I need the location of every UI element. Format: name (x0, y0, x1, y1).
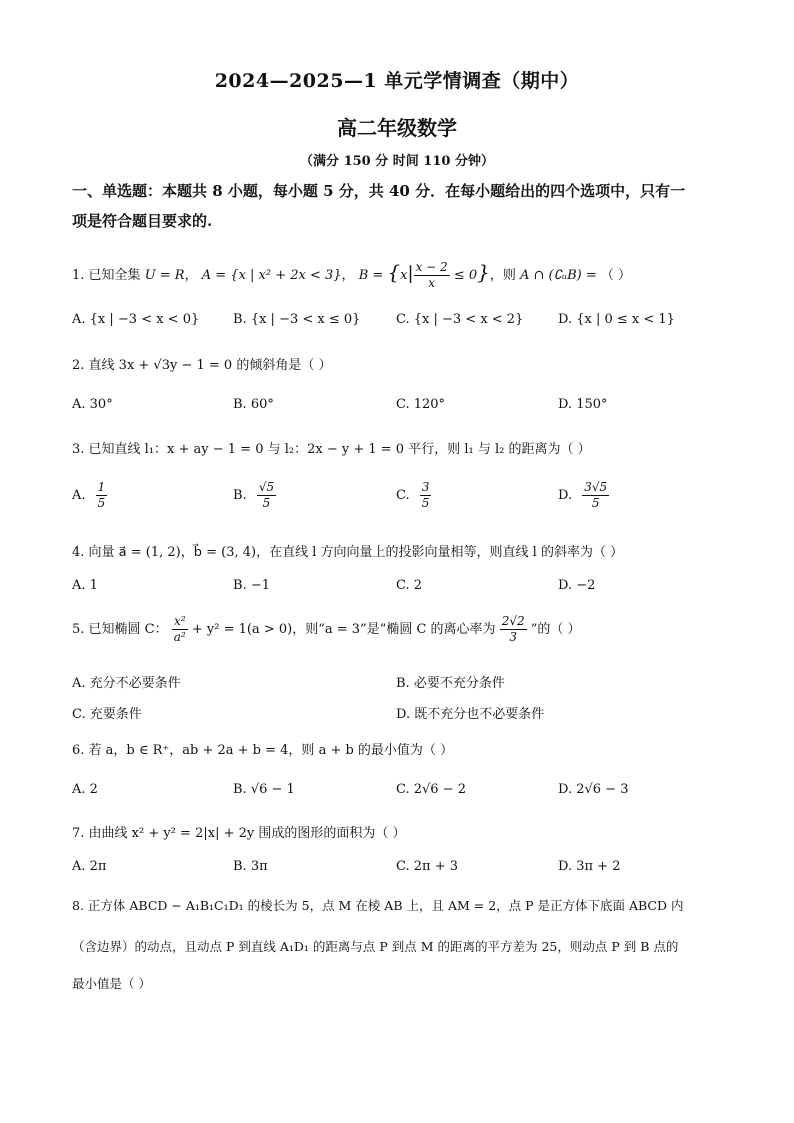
question-6-option-b[interactable]: B. √6 − 1 (233, 782, 295, 797)
question-5-option-a[interactable]: A. 充分不必要条件 (72, 676, 181, 691)
question-1-fraction: $\frac{x - 2}{x}$ (415, 260, 448, 290)
question-4-option-d[interactable]: D. −2 (558, 578, 596, 593)
question-1-option-d[interactable]: D. {x | 0 ≤ x < 1} (558, 312, 675, 327)
question-8-stem-line3: 最小值是（ ） (72, 976, 151, 991)
section-instructions-line2: 项是符合题目要求的. (72, 212, 213, 230)
question-3-stem: 3. 已知直线 l₁：x + ay − 1 = 0 与 l₂：2x − y + 1 = 0 平行，则 l₁ 与 l₂ 的距离为（ ） (72, 442, 591, 457)
question-2-stem: 2. 直线 3x + √3y − 1 = 0 的倾斜角是（ ） (72, 358, 332, 373)
question-7-option-b[interactable]: B. 3π (233, 859, 268, 874)
question-7-option-c[interactable]: C. 2π + 3 (396, 859, 458, 874)
exam-meta: （满分 150 分 时间 110 分钟） (300, 154, 494, 169)
question-7-stem: 7. 由曲线 x² + y² = 2|x| + 2y 围成的图形的面积为（ ） (72, 826, 406, 841)
question-4-option-a[interactable]: A. 1 (72, 578, 98, 593)
question-7-option-a[interactable]: A. 2π (72, 859, 107, 874)
question-1-option-c[interactable]: C. {x | −3 < x < 2} (396, 312, 524, 327)
question-2-option-d[interactable]: D. 150° (558, 397, 608, 412)
question-6-stem: 6. 若 a，b ∈ R⁺，ab + 2a + b = 4，则 a + b 的最小值为（ ） (72, 743, 454, 758)
question-1-option-b[interactable]: B. {x | −3 < x ≤ 0} (233, 312, 361, 327)
question-8-stem-line2: （含边界）的动点，且动点 P 到直线 A₁D₁ 的距离与点 P 到点 M 的距离的平方差为 25，则动点 P 到 B 点的 (72, 939, 679, 954)
section-instructions (72, 176, 722, 236)
question-4-stem: 4. 向量 a⃗ = (1, 2)，b⃗ = (3, 4)，在直线 l 方向向量上的投影向量相等，则直线 l 的斜率为（ ） (72, 545, 624, 560)
question-4-option-c[interactable]: C. 2 (396, 578, 423, 593)
question-6-option-c[interactable]: C. 2√6 − 2 (396, 782, 467, 797)
question-1-option-a[interactable]: A. {x | −3 < x < 0} (72, 312, 200, 327)
question-2-option-a[interactable]: A. 30° (72, 397, 113, 412)
exam-subject: 高二年级数学 (337, 116, 457, 140)
question-2-option-b[interactable]: B. 60° (233, 397, 274, 412)
question-6-option-d[interactable]: D. 2√6 − 3 (558, 782, 629, 797)
question-3-option-a[interactable]: A. $\frac{1}{5}$ (72, 480, 106, 510)
question-2-option-c[interactable]: C. 120° (396, 397, 446, 412)
question-7-option-d[interactable]: D. 3π + 2 (558, 859, 621, 874)
question-8-stem-line1: 8. 正方体 ABCD − A₁B₁C₁D₁ 的棱长为 5，点 M 在棱 AB 上，且 AM = 2，点 P 是正方体下底面 ABCD 内 (72, 898, 684, 913)
question-5-option-c[interactable]: C. 充要条件 (72, 707, 142, 722)
question-6-option-a[interactable]: A. 2 (72, 782, 98, 797)
question-5-stem: 5. 已知椭圆 C： $\frac{\text{x²}}{\text{a²}}$ + y² = 1(a > 0)，则“a = 3”是“椭圆 C 的离心率为 $\frac{2√2}{3}$ ”的（ ） (72, 614, 581, 644)
question-5-option-d[interactable]: D. 既不充分也不必要条件 (396, 707, 545, 722)
question-3-option-d[interactable]: D. $\frac{3√5}{5}$ (558, 480, 608, 510)
question-3-option-c[interactable]: C. $\frac{3}{5}$ (396, 480, 430, 510)
question-1-stem: 1. 已知全集 U = R， A = {x | x² + 2x < 3}， B = {x| $\frac{x - 2}{x}$ ≤ 0}，则 A ∩ (∁ᵤB) = （ ） (72, 260, 632, 290)
section-instructions-line1: 一、单选题：本题共 8 小题，每小题 5 分，共 40 分．在每小题给出的四个选项中，只有一 (72, 182, 686, 200)
question-3-option-b[interactable]: B. $\frac{√5}{5}$ (233, 480, 275, 510)
question-4-option-b[interactable]: B. −1 (233, 578, 270, 593)
question-5-option-b[interactable]: B. 必要不充分条件 (396, 676, 505, 691)
exam-title: 2024—2025—1 单元学情调查（期中） (214, 70, 580, 92)
